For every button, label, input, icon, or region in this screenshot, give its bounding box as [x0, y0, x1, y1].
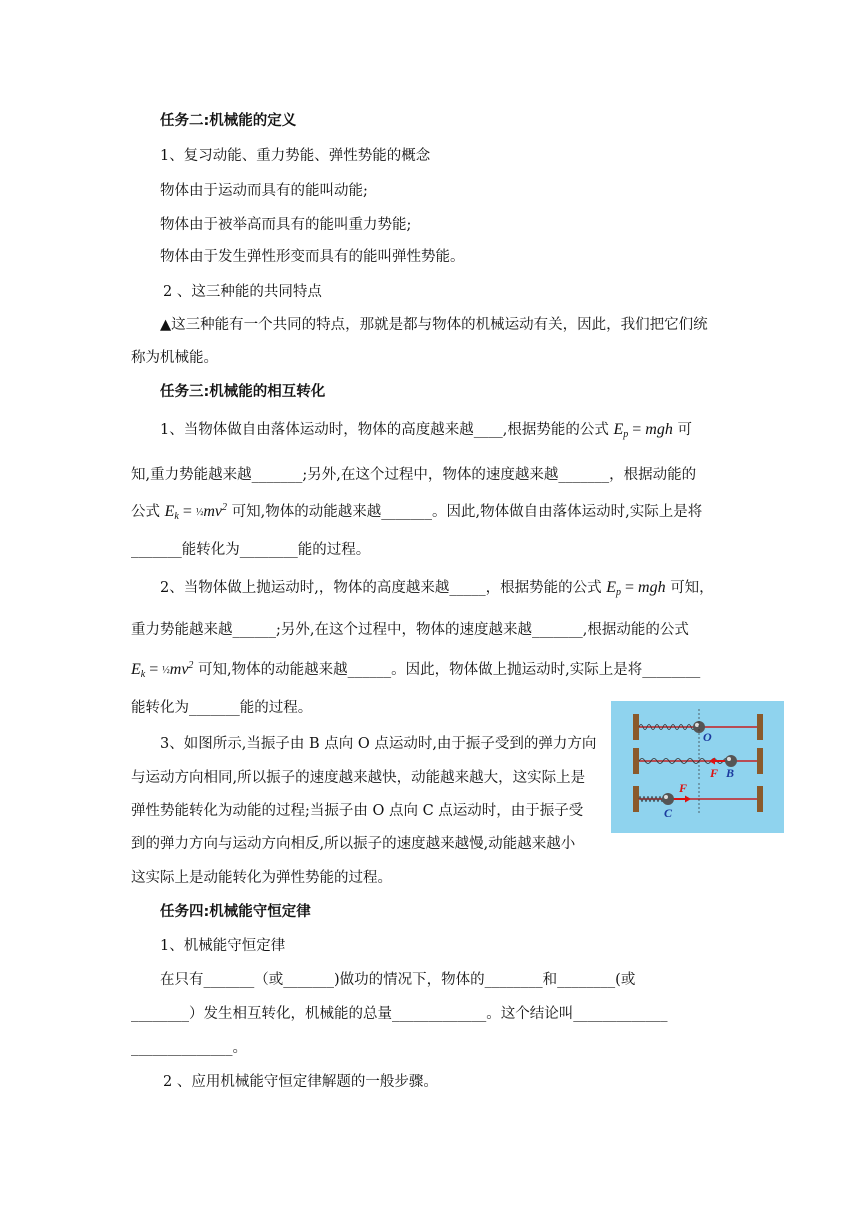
task4-heading: 任务四:机械能守恒定律 [160, 904, 311, 920]
kinetic-energy-definition: 物体由于运动而具有的能叫动能; [160, 183, 368, 199]
p1-line4: _______能转化为________能的过程。 [131, 542, 371, 558]
p3-line4: 到的弹力方向与运动方向相反,所以振子的速度越来越慢,动能越来越小 [131, 836, 576, 852]
p2-line4: 能转化为_______能的过程。 [131, 700, 313, 716]
label-F-stretched: F [710, 766, 719, 780]
p2-line3-b: 可知,物体的动能越来越______。因此，物体做上抛运动时,实际上是将________ [198, 662, 701, 678]
task2-item1: 1、复习动能、重力势能、弹性势能的概念 [160, 148, 431, 164]
formula-kinetic-energy: $E_k$ = $\frac{1}{2}mv^2$ [164, 502, 228, 522]
elastic-potential-definition: 物体由于发生弹性形变而具有的能叫弹性势能。 [160, 249, 465, 265]
p1-line3 [131, 498, 702, 527]
p1-line1-b: ,根据势能的公式 [502, 422, 609, 438]
p2-line2: 重力势能越来越______;另外,在这个过程中，物体的速度越来越_______,根据动能的公式 [131, 622, 689, 638]
note-line-1: ▲这三种能有一个共同的特点，那就是都与物体的机械运动有关，因此，我们把它们统 [160, 317, 708, 333]
p1-line2: 知,重力势能越来越_______;另外,在这个过程中，物体的速度越来越_______，根据动能的 [131, 467, 697, 483]
task2-heading: 任务二:机械能的定义 [160, 113, 297, 129]
p2-line1-b: 可知， [670, 580, 714, 596]
law-line-3: ______________。 [131, 1040, 247, 1056]
formula-potential-energy: $E_p$ = mgh [613, 421, 673, 440]
p1-line1 [160, 420, 692, 445]
p3-line3: 弹性势能转化为动能的过程;当振子由 O 点向 C 点运动时，由于振子受 [131, 803, 584, 819]
label-C: C [664, 806, 673, 820]
law-line-2: ________）发生相互转化，机械能的总量_____________。这个结论叫_____________ [131, 1006, 668, 1022]
p3-line2: 与运动方向相同,所以振子的速度越来越快，动能越来越大，这实际上是 [131, 770, 586, 786]
label-F-compressed: F [679, 781, 688, 795]
task4-item1: 1、机械能守恒定律 [160, 938, 286, 954]
spring-oscillator-figure [611, 701, 784, 833]
label-O: O [703, 730, 712, 744]
p3-line1: 3、如图所示,当振子由 B 点向 O 点运动时,由于振子受到的弹力方向 [160, 736, 597, 752]
gravity-potential-definition: 物体由于被举高而具有的能叫重力势能; [160, 217, 412, 233]
p1-line1-a: 1、当物体做自由落体运动时，物体的高度越来越____ [160, 422, 503, 438]
p1-line3-b: 可知,物体的动能越来越_______。因此,物体做自由落体运动时,实际上是将 [231, 504, 703, 520]
note-line-2: 称为机械能。 [131, 350, 218, 366]
task4-item2: 2 、应用机械能守恒定律解题的一般步骤。 [163, 1074, 438, 1090]
p2-line1-a: 2、当物体做上抛运动时,，物体的高度越来越_____，根据势能的公式 [160, 580, 602, 596]
p2-line1 [160, 578, 714, 603]
p1-line3-a: 公式 [131, 504, 160, 520]
formula-kinetic-energy-2: $E_k$ = $\frac{1}{2}mv^2$ [131, 660, 194, 680]
label-B: B [726, 766, 735, 780]
p1-line1-c: 可 [677, 422, 692, 438]
task3-heading: 任务三:机械能的相互转化 [160, 384, 326, 400]
law-line-1: 在只有_______（或_______)做功的情况下，物体的________和________(或 [160, 972, 636, 988]
p3-line5: 这实际上是动能转化为弹性势能的过程。 [131, 870, 392, 886]
formula-potential-energy-2: $E_p$ = mgh [606, 579, 666, 598]
p2-line3 [131, 656, 700, 685]
task2-item2: 2 、这三种能的共同特点 [163, 284, 322, 300]
